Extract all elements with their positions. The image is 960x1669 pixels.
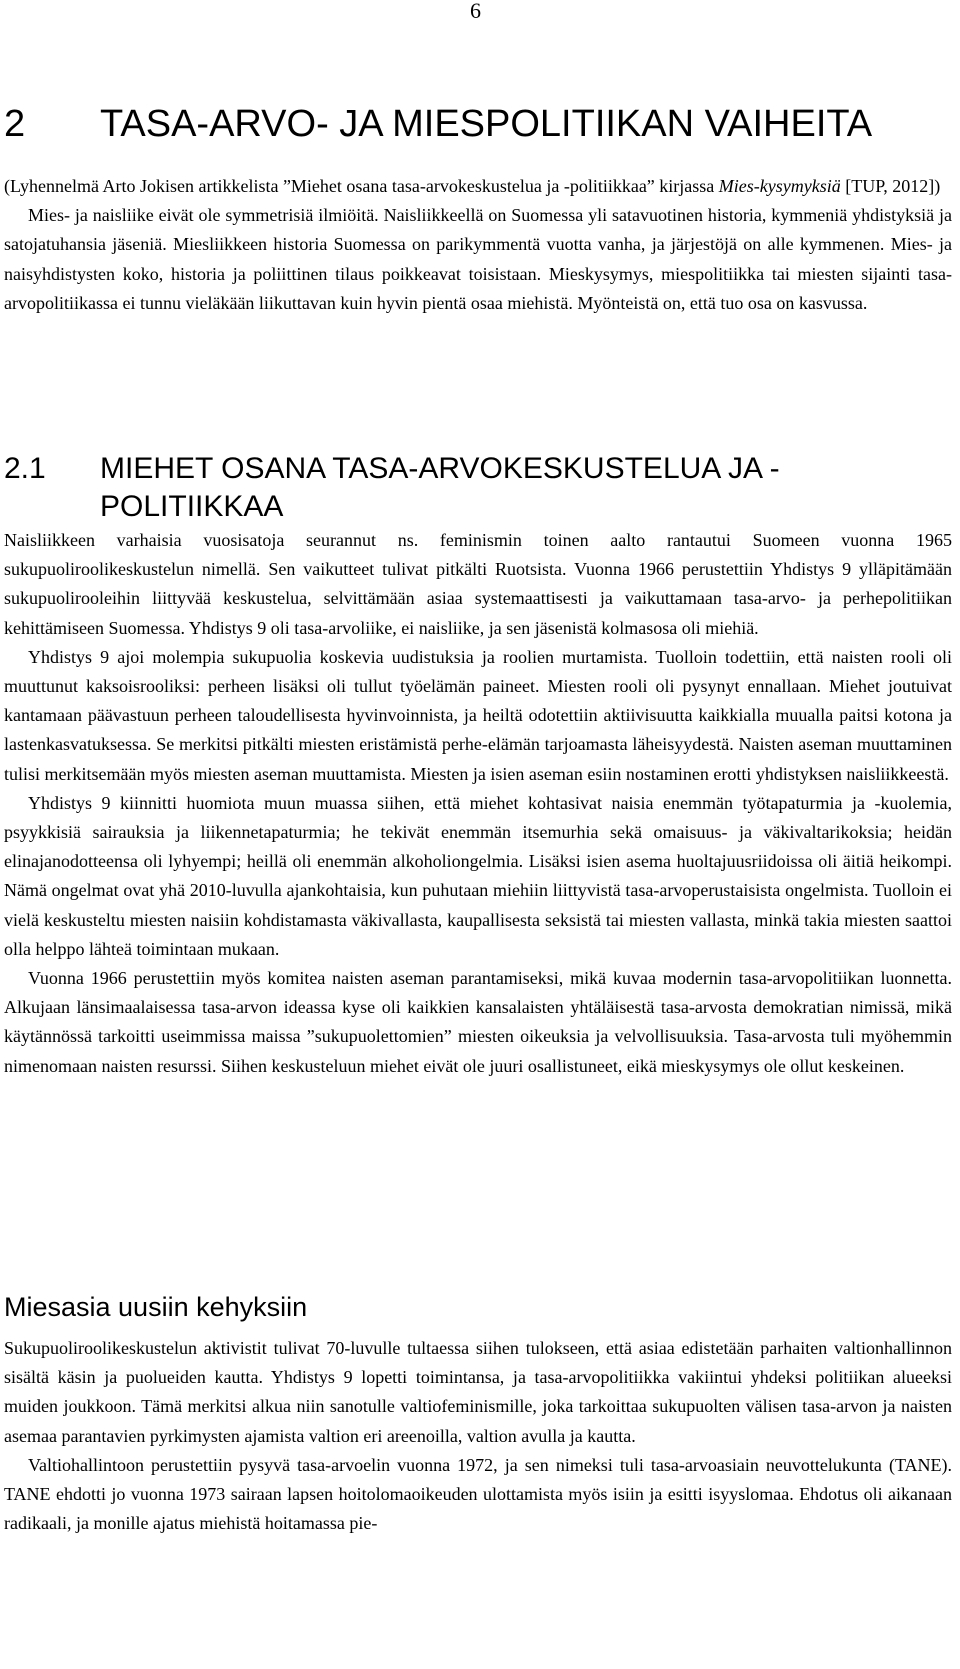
- chapter-heading: [4, 100, 954, 148]
- citation-paragraph: [4, 172, 952, 201]
- section-paragraph: Vuonna 1966 perustettiin myös komitea naisten aseman parantamiseksi, mikä kuvaa modernin tasa-arvopolitiikan luonnetta. Alkujaan länsimaalaisessa tasa-arvon ideassa kyse oli kaikkien kansalaisten yhtäläisestä tasa-arvosta demokratian nimissä, mikä käytännössä tarkoitti useimmissa maissa ”sukupuolettomien” miesten oikeuksia ja velvollisuuksia. Tasa-arvosta tuli myöhemmin nimenomaan naisten resurssi. Siihen keskusteluun miehet eivät ole juuri osallistuneet, eikä mieskysymys ole ollut keskeinen.: [4, 968, 952, 1076]
- section-paragraph: Naisliikkeen varhaisia vuosisatoja seurannut ns. feminismin toinen aalto rantautui Suomeen vuonna 1965 sukupuoliroolikeskustelun nimellä. Sen vaikutteet tulivat pitkälti Ruotsista. Vuonna 1966 perustettiin Yhdistys 9 ylläpitämään sukupuolirooleihin liittyvää keskustelua, selvittämään asiaa systemaattisesti ja vaikuttamaan tasa-arvo- ja perhepolitiikan kehittämiseen Suomessa. Yhdistys 9 oli tasa-arvoliike, ei naisliike, ja sen jäsenistä kolmasosa oli miehiä.: [4, 530, 952, 638]
- citation-text: (Lyhennelmä Arto Jokisen artikkelista ”Miehet osana tasa-arvokeskustelua ja -politiikkaa” kirjassa: [4, 176, 719, 196]
- intro-paragraph: Mies- ja naisliike eivät ole symmetrisiä ilmiöitä. Naisliikkeellä on Suomessa yli satavuotinen historia, kymmeniä yhdistyksiä ja satojatuhansia jäseniä. Miesliikkeen historia Suomessa on parikymmentä vuotta vanha, ja järjestöjä on alle kymmenen. Mies- ja naisyhdistysten koko, historia ja poliittinen tilaus poikkeavat toisistaan. Mieskysymys, miespolitiikka tai miesten sijainti tasa-arvopolitiikassa ei tunnu vieläkään liikuttavan kuin hyvin pientä osaa miehistä. Myönteistä on, että tuo osa on kasvussa.: [4, 205, 952, 313]
- subsection-paragraph: Sukupuoliroolikeskustelun aktivistit tulivat 70-luvulle tultaessa siihen tulokseen, että asiaa edistetään parhaiten valtionhallinnon sisältä käsin ja puolueiden kautta. Yhdistys 9 lopetti toimintansa, ja tasa-arvopolitiikka vakiintui yhdeksi politiikan alueeksi muiden joukkoon. Tämä merkitsi alkua niin sanotulle valtiofeminismille, joka tarkoittaa sukupuolten välisen tasa-arvon ja naisten asemaa parantavien pyrkimysten ajamista valtion eri areenoilla, valtion avulla ja kautta.: [4, 1338, 952, 1446]
- subsection-paragraph: Valtiohallintoon perustettiin pysyvä tasa-arvoelin vuonna 1972, ja sen nimeksi tuli tasa-arvoasiain neuvottelukunta (TANE). TANE ehdotti jo vuonna 1973 sairaan lapsen hoitolomaoikeuden ulottamista myös isiin ja esitti isyyslomaa. Ehdotus oli aikanaan radikaali, ja monille ajatus miehistä hoitamassa pie-: [4, 1454, 952, 1534]
- citation-book-title: Mies-kysymyksiä: [718, 176, 841, 196]
- section-paragraph: Yhdistys 9 ajoi molempia sukupuolia koskevia uudistuksia ja roolien murtamista. Tuolloin todettiin, että naisten rooli oli muuttunut kaksoisrooliksi: perheen lisäksi oli tullut työelämän paineet. Miesten rooli oli pysynyt ennallaan. Miehet joutuivat kantamaan päävastuun perheen taloudellisesta hyvinvoinnista, ja heiltä odotettiin aktiivisuutta kaikkialla muualla paitsi kotona ja lastenkasvatuksessa. Se merkitsi pitkälti miesten eristämistä perhe-elämän tarjoamasta läheisyydestä. Naisten aseman muuttaminen tulisi merkitsemään myös miesten aseman muuttamista. Miesten ja isien aseman esiin nostaminen erotti yhdistyksen naisliikkeestä.: [4, 646, 952, 784]
- chapter-number: 2: [4, 103, 26, 145]
- intro-block: [4, 172, 952, 318]
- subsection-body: [4, 1334, 952, 1538]
- citation-source: [TUP, 2012]): [840, 176, 941, 196]
- page-number: 6: [470, 0, 481, 23]
- section-paragraph: Yhdistys 9 kiinnitti huomiota muun muassa siihen, että miehet kohtasivat naisia enemmän työtapaturmia ja -kuolemia, psyykkisiä sairauksia ja liikennetapaturmia; he tekivät enemmän itsemurhia sekä omaisuus- ja väkivaltarikoksia; heidän elinajanodotteensa oli lyhyempi; heillä oli enemmän alkoholiongelmia. Lisäksi isien asema huoltajuusriidoissa oli äitiä heikompi. Nämä ongelmat ovat yhä 2010-luvulla ajankohtaisia, kun puhutaan miehiin liittyvistä tasa-arvoperustaisista ongelmista. Tuolloin ei vielä keskusteltu miesten naisiin kohdistamasta väkivallasta, kaupallisesta seksistä tai miesten vallasta, minkä takia miesten saattoi olla helppo lähteä toimintaan mukaan.: [4, 792, 952, 959]
- chapter-title: TASA-ARVO- JA MIESPOLITIIKAN VAIHEITA: [100, 103, 873, 145]
- section-body: [4, 526, 952, 1081]
- section-number: 2.1: [4, 452, 46, 485]
- subsection-heading: Miesasia uusiin kehyksiin: [4, 1292, 308, 1322]
- section-title: MIEHET OSANA TASA-ARVOKESKUSTELUA JA -POLITIIKKAA: [100, 452, 780, 523]
